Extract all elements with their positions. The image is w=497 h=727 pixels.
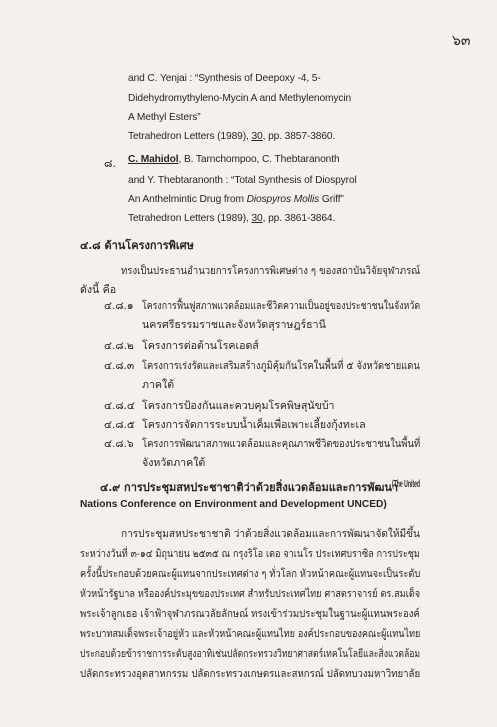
- para-line: ปลัดกระทรวงอุตสาหกรรม ปลัดกระทรวงเกษตรและสหกรณ์ ปลัดทบวงมหาวิทยาลัย: [80, 668, 421, 680]
- list-item-line-1: โครงการฟื้นฟูสภาพแวดล้อมและชีวิตความเป็นอยู่ของประชาชนในจังหวัด: [142, 300, 421, 312]
- ref-a-line-4: [128, 131, 335, 142]
- list-item-line-1: โครงการพัฒนาสภาพแวดล้อมและคุณภาพชีวิตของประชาชนในพื้นที่: [142, 438, 421, 450]
- list-item-line-1: โครงการเร่งรัดและเสริมสร้างภูมิคุ้มกันโรคในพื้นที่ ๕ จังหวัดชายแดน: [142, 360, 420, 372]
- page-number: ๖๓: [452, 33, 471, 49]
- list-item-line-1: โครงการจัดการระบบน้ำเค็มเพื่อเพาะเลี้ยงกุ้งทะเล: [142, 419, 366, 431]
- list-item-num: ๔.๘.๖: [104, 438, 134, 450]
- ref-b-line-2: and Y. Thebtaranonth : “Total Synthesis of Diospyrol: [128, 175, 357, 186]
- para-line: การประชุมสหประชาชาติ ว่าด้วยสิ่งแวดล้อมและการพัฒนาจัดให้มีขึ้น: [121, 528, 420, 540]
- ref-b-title-b: Griff”: [319, 194, 344, 205]
- para-line: ประกอบด้วยข้าราชการระดับสูงอาทิเช่นปลัดกระทรวงวิทยาศาสตร์เทคโนโลยีและสิ่งแวดล้อม: [80, 648, 421, 660]
- section-4-8-intro-2: ดังนี้ คือ: [80, 284, 117, 296]
- ref-b-species: Diospyros Mollis: [246, 194, 320, 205]
- list-item-num: ๔.๘.๒: [104, 340, 134, 352]
- section-4-8-heading: ๔.๘ ด้านโครงการพิเศษ: [80, 239, 194, 252]
- list-item-line-1: โครงการต่อต้านโรคเอดส์: [142, 340, 259, 352]
- ref-b-line-3: [128, 194, 344, 205]
- ref-b-line-4: [128, 213, 335, 224]
- ref-b-pages: , pp. 3861-3864.: [262, 213, 336, 224]
- ref-a-line-2: Didehydromythyleno-Mycin A and Methylenomycin: [128, 93, 352, 104]
- list-item-num: ๔.๘.๕: [104, 419, 135, 431]
- list-item-num: ๔.๘.๔: [104, 400, 135, 412]
- para-line: ครั้งนี้ประกอบด้วยคณะผู้แทนจากประเทศต่าง ๆ ทั่วโลก หัวหน้าคณะผู้แทนจะเป็นระดับ: [80, 568, 421, 580]
- list-item-line-1: โครงการป้องกันและควบคุมโรคพิษสุนัขบ้า: [142, 400, 335, 412]
- list-item-num: ๔.๘.๑: [104, 300, 134, 312]
- list-item-line-2: จังหวัดภาคใต้: [142, 457, 206, 469]
- para-line: พระบาทสมเด็จพระเจ้าอยู่หัว และหัวหน้าคณะผู้แทนไทย องค์ประกอบของคณะผู้แทนไทย: [80, 628, 421, 640]
- ref-a-volume: 30: [251, 131, 263, 142]
- section-4-9-heading-en-2: Nations Conference on Environment and Development UNCED): [80, 499, 387, 510]
- ref-b-title-a: An Anthelmintic Drug from: [128, 194, 247, 205]
- para-line: ระหว่างวันที่ ๓-๑๔ มิถุนายน ๒๕๓๕ ณ กรุงริโอ เดอ จาเนโร ประเทศบราซิล การประชุม: [80, 548, 420, 560]
- section-4-9-heading-th: ๔.๙ การประชุมสหประชาชาติว่าด้วยสิ่งแวดล้อมและการพัฒนา: [100, 481, 399, 494]
- ref-a-line-3: A Methyl Esters”: [128, 112, 201, 123]
- ref-b-number: ๘.: [104, 157, 116, 170]
- ref-b-author: C. Mahidol: [128, 154, 179, 165]
- ref-b-volume: 30: [251, 213, 263, 224]
- section-4-9-heading-en-1: (The United: [392, 479, 421, 490]
- list-item-num: ๔.๘.๓: [104, 360, 135, 372]
- ref-a-journal: Tetrahedron Letters (1989),: [128, 131, 252, 142]
- section-4-8-intro-1: ทรงเป็นประธานอำนวยการโครงการพิเศษต่าง ๆ ของสถาบันวิจัยจุฬาภรณ์: [121, 265, 421, 277]
- list-item-line-2: ภาคใต้: [142, 379, 175, 391]
- list-item-line-2: นครศรีธรรมราชและจังหวัดสุราษฎร์ธานี: [142, 319, 326, 331]
- ref-b-coauthors: , B. Tarnchompoo, C. Thebtaranonth: [178, 154, 340, 165]
- ref-a-pages: , pp. 3857-3860.: [262, 131, 336, 142]
- ref-a-line-1: and C. Yenjai : “Synthesis of Deepoxy -4, 5-: [128, 73, 321, 84]
- para-line: หัวหน้ารัฐบาล หรือองค์ประมุขของประเทศ สำหรับประเทศไทย ศาสตราจารย์ ดร.สมเด็จ: [80, 588, 421, 600]
- ref-b-line-1: [128, 154, 340, 165]
- ref-b-journal: Tetrahedron Letters (1989),: [128, 213, 252, 224]
- para-line: พระเจ้าลูกเธอ เจ้าฟ้าจุฬาภรณวลัยลักษณ์ ทรงเข้าร่วมประชุมในฐานะผู้แทนพระองค์: [80, 608, 420, 620]
